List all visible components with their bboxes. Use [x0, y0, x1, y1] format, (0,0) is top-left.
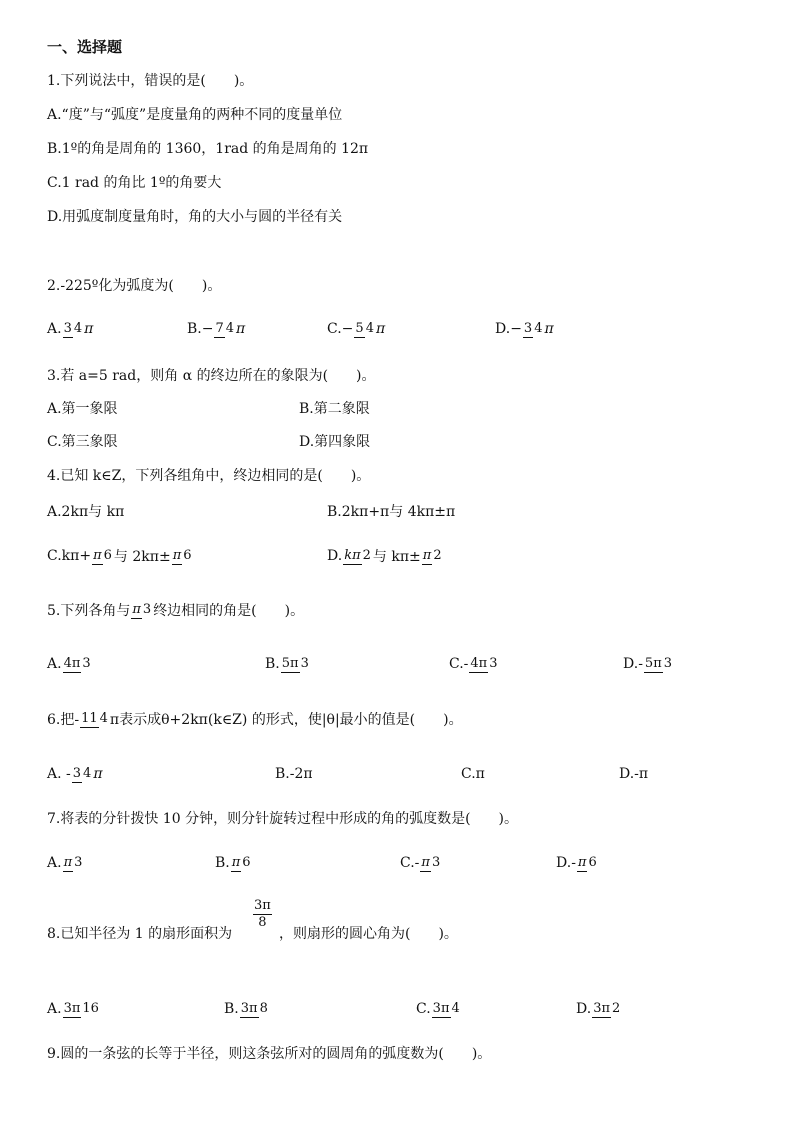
question-6-option-d: D.-π	[619, 766, 649, 782]
fraction	[172, 549, 193, 563]
numerator: 5π	[281, 655, 299, 671]
question-4-option-b: B.2kπ+π与 4kπ±π	[327, 504, 456, 520]
pi-symbol: π	[375, 321, 386, 337]
question-5-option-d	[623, 641, 674, 687]
question-3-option-a: A.第一象限	[47, 401, 118, 417]
question-4-option-c	[47, 533, 194, 579]
question-5-option-a	[47, 641, 93, 687]
question-5-stem	[47, 587, 304, 633]
question-8-option-a	[47, 986, 101, 1032]
fraction	[422, 549, 443, 563]
option-text: 与 2kπ±	[113, 549, 171, 565]
fraction	[644, 657, 673, 671]
option-label: B.	[224, 1001, 239, 1017]
fraction	[63, 322, 84, 336]
question-3-option-c: C.第三象限	[47, 434, 118, 450]
fraction	[80, 712, 109, 726]
question-2-option-c	[327, 306, 385, 352]
fraction	[240, 1002, 269, 1016]
denominator: 4	[534, 320, 543, 336]
option-label: A.	[47, 1001, 62, 1017]
denominator: 3	[489, 655, 498, 671]
fraction	[63, 856, 84, 870]
numerator: 4π	[470, 655, 488, 671]
numerator: π	[422, 547, 432, 563]
denominator: 3	[300, 655, 309, 671]
question-1-stem: 1.下列说法中，错误的是( )。	[47, 73, 254, 89]
question-1-option-b: B.1º的角是周角的 1360，1rad 的角是周角的 12π	[47, 141, 369, 157]
option-label: B.	[265, 656, 280, 672]
question-1-option-d: D.用弧度制度量角时，角的大小与圆的半径有关	[47, 209, 343, 225]
question-2-option-a	[47, 306, 93, 352]
fraction	[577, 856, 598, 870]
denominator: 3	[663, 655, 673, 671]
question-7-stem: 7.将表的分针拨快 10 分钟，则分针旋转过程中形成的角的弧度数是( )。	[47, 811, 518, 827]
denominator: 4	[451, 1000, 460, 1016]
numerator: 3π	[253, 899, 272, 915]
numerator: π	[93, 547, 102, 563]
option-label: D.	[623, 656, 639, 672]
fraction	[432, 1002, 461, 1016]
option-sign: -	[463, 656, 469, 672]
question-4-option-d	[327, 533, 444, 579]
fraction	[92, 549, 113, 563]
question-8-stem-fraction	[253, 899, 272, 931]
question-3-option-d: D.第四象限	[299, 434, 371, 450]
numerator: π	[421, 854, 430, 870]
denominator: 8	[259, 1000, 268, 1016]
numerator: 3	[63, 320, 72, 336]
numerator: π	[231, 854, 241, 870]
denominator: 6	[588, 854, 597, 870]
option-label: D.	[576, 1001, 592, 1017]
denominator: 4	[73, 320, 83, 336]
fraction	[214, 322, 235, 336]
numerator: π	[172, 547, 182, 563]
denominator: 4	[225, 320, 235, 336]
numerator: 3π	[240, 1000, 258, 1016]
option-sign: −	[201, 321, 214, 337]
numerator: π	[577, 854, 587, 870]
numerator: 7	[215, 320, 224, 336]
question-6-option-c: C.π	[461, 766, 485, 782]
numerator: π	[132, 601, 141, 617]
numerator: 3π	[593, 1000, 611, 1016]
option-sign: -	[571, 855, 576, 871]
fraction	[281, 657, 310, 671]
stem-text: π表示成θ+2kπ(k∈Z) 的形式，使|θ|最小的值是( )。	[109, 712, 463, 728]
numerator: 3	[523, 320, 533, 336]
question-8-option-d	[576, 986, 622, 1032]
option-text: C.kπ+	[47, 548, 92, 564]
option-label: A. -	[47, 766, 71, 782]
pi-symbol: π	[84, 321, 94, 337]
question-1-option-c: C.1 rad 的角比 1º的角要大	[47, 175, 222, 191]
question-1-option-a: A.“度”与“弧度”是度量角的两种不同的度量单位	[47, 107, 343, 123]
question-7-option-a	[47, 840, 84, 886]
option-label: B.	[187, 321, 202, 337]
section-title: 一、选择题	[47, 38, 123, 56]
numerator: 3	[72, 765, 82, 781]
option-label: C.	[327, 321, 342, 337]
stem-text: 6.把-	[47, 712, 80, 728]
pi-symbol: π	[93, 766, 103, 782]
question-2-option-d	[495, 306, 554, 352]
option-label: A.	[47, 855, 62, 871]
option-label: B.	[215, 855, 230, 871]
option-label: C.	[449, 656, 464, 672]
denominator: 2	[362, 547, 371, 563]
pi-symbol: π	[236, 321, 246, 337]
denominator: 6	[103, 547, 112, 563]
stem-text: 5.下列各角与	[47, 603, 131, 619]
option-label: C.	[416, 1001, 431, 1017]
option-label: A.	[47, 321, 62, 337]
fraction	[420, 856, 441, 870]
denominator: 4	[83, 765, 92, 781]
numerator: 4π	[63, 655, 81, 671]
fraction	[592, 1002, 621, 1016]
question-5-option-b	[265, 641, 311, 687]
option-label: D.	[556, 855, 572, 871]
option-text: 与 kπ±	[372, 549, 421, 565]
option-label: C.	[400, 855, 415, 871]
denominator: 8	[258, 915, 267, 931]
question-8-stem-suffix: ，则扇形的圆心角为( )。	[279, 926, 458, 942]
fraction	[63, 1002, 100, 1016]
question-9-stem: 9.圆的一条弦的长等于半径，则这条弦所对的圆周角的弧度数为( )。	[47, 1046, 492, 1062]
denominator: 16	[82, 1000, 99, 1016]
fraction	[469, 657, 498, 671]
question-8-stem-prefix: 8.已知半径为 1 的扇形面积为	[47, 926, 233, 942]
fraction	[343, 549, 372, 563]
question-6-stem	[47, 696, 463, 742]
question-4-option-a: A.2kπ与 kπ	[47, 504, 125, 520]
numerator: 3π	[432, 1000, 450, 1016]
option-sign: -	[638, 656, 643, 672]
denominator: 6	[183, 547, 192, 563]
denominator: 3	[74, 854, 83, 870]
denominator: 4	[365, 320, 374, 336]
option-label: D.	[495, 321, 511, 337]
question-7-option-c	[400, 840, 442, 886]
question-8-option-b	[224, 986, 270, 1032]
denominator: 4	[99, 710, 108, 726]
question-6-option-b: B.-2π	[275, 766, 313, 782]
denominator: 3	[431, 854, 441, 870]
pi-symbol: π	[544, 321, 554, 337]
question-2-stem: 2.-225º化为弧度为( )。	[47, 278, 222, 294]
question-7-option-d	[556, 840, 599, 886]
denominator: 3	[142, 601, 152, 617]
stem-text: 终边相同的角是( )。	[153, 603, 305, 619]
fraction	[63, 657, 92, 671]
option-label: A.	[47, 656, 62, 672]
question-4-stem: 4.已知 k∈Z，下列各组角中，终边相同的是( )。	[47, 468, 371, 484]
question-6-option-a	[47, 751, 103, 797]
question-2-option-b	[187, 306, 245, 352]
fraction	[72, 767, 93, 781]
option-label: D.	[327, 548, 343, 564]
question-3-stem: 3.若 a=5 rad，则角 α 的终边所在的象限为( )。	[47, 368, 376, 384]
fraction	[231, 856, 252, 870]
numerator: 11	[81, 710, 98, 726]
denominator: 2	[433, 547, 442, 563]
fraction	[523, 322, 544, 336]
option-sign: −	[341, 321, 354, 337]
option-sign: −	[510, 321, 522, 337]
question-5-option-c	[449, 641, 500, 687]
question-7-option-b	[215, 840, 253, 886]
denominator: 6	[242, 854, 251, 870]
question-3-option-b: B.第二象限	[299, 401, 370, 417]
numerator: 5	[355, 320, 364, 336]
denominator: 2	[612, 1000, 621, 1016]
fraction	[354, 322, 375, 336]
numerator: 3π	[63, 1000, 81, 1016]
denominator: 3	[82, 655, 91, 671]
numerator: π	[63, 854, 73, 870]
numerator: kπ	[344, 547, 361, 563]
numerator: 5π	[644, 655, 662, 671]
fraction	[131, 603, 152, 617]
option-sign: -	[414, 855, 420, 871]
question-8-option-c	[416, 986, 462, 1032]
